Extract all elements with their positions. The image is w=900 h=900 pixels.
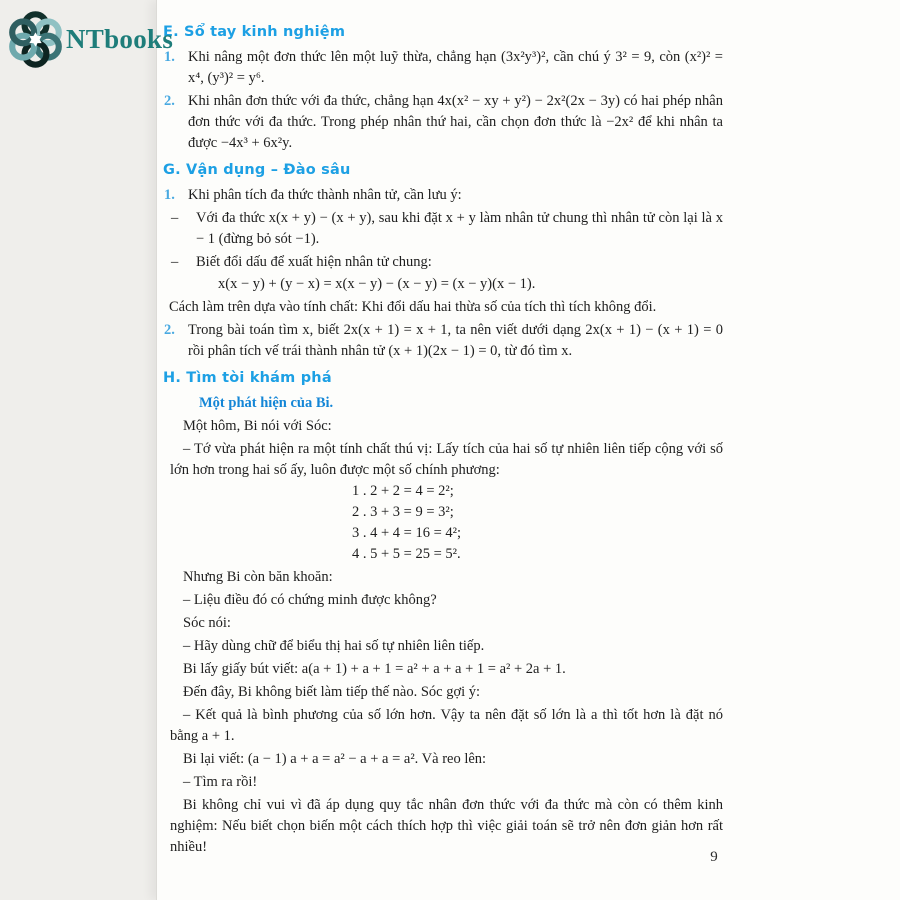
section-h-heading: H. Tìm tòi khám phá: [163, 370, 332, 386]
section-e-heading: E. Sổ tay kinh nghiệm: [163, 24, 346, 40]
paragraph: Sóc nói:: [183, 615, 231, 631]
list-item-text: Khi nâng một đơn thức lên một luỹ thừa, chẳng hạn (3x²y³)², cần chú ý 3² = 9, còn (x²)² = x⁴, (y³)² = y⁶.: [188, 49, 723, 86]
knot-flower-icon: [7, 11, 64, 68]
list-item: [163, 320, 723, 362]
dash-marker: –: [171, 254, 179, 270]
paragraph: – Tớ vừa phát hiện ra một tính chất thú vị: Lấy tích của hai số tự nhiên liên tiếp cộng với số lớn hơn trong hai số ấy, luôn được một số chính phương:: [170, 441, 723, 478]
equation-line: 4 . 5 + 5 = 25 = 5².: [352, 546, 461, 562]
paragraph: Bi lấy giấy bút viết: a(a + 1) + a + 1 = a² + a + a + 1 = a² + 2a + 1.: [183, 661, 566, 677]
note-paragraph: Cách làm trên dựa vào tính chất: Khi đổi dấu hai thừa số của tích thì tích không đổi.: [169, 299, 657, 315]
dash-bullet: [171, 252, 723, 273]
equation-line: 2 . 3 + 3 = 9 = 3²;: [352, 504, 454, 520]
dash-bullet-text: Biết đổi dấu để xuất hiện nhân tử chung:: [196, 254, 432, 270]
list-item: [163, 91, 723, 154]
list-number: 2.: [164, 322, 175, 338]
paragraph: – Tìm ra rồi!: [183, 774, 258, 790]
list-number: 1.: [164, 187, 175, 203]
paragraph: Bi lại viết: (a − 1) a + a = a² − a + a = a². Và reo lên:: [183, 751, 487, 767]
paragraph: Đến đây, Bi không biết làm tiếp thế nào. Sóc gợi ý:: [183, 684, 481, 700]
list-item-text: Khi phân tích đa thức thành nhân tử, cần lưu ý:: [188, 187, 462, 203]
dash-bullet-text: Với đa thức x(x + y) − (x + y), sau khi đặt x + y làm nhân tử chung thì nhân tử còn lại là x − 1 (đừng bỏ sót −1).: [196, 210, 723, 247]
brand-text: NTbooks: [66, 24, 174, 54]
list-item-text: Khi nhân đơn thức với đa thức, chẳng hạn 4x(x² − xy + y²) − 2x²(2x − 3y) có hai phép nhân đơn thức với đa thức. Trong phép nhân thứ hai, cần chọn đơn thức là −2x² để khi nhân ta được −4x³ + 6x²y.: [188, 93, 723, 151]
dash-bullet: [171, 208, 723, 250]
dash-marker: –: [171, 210, 179, 226]
page-content: [163, 22, 723, 858]
page-number: 9: [710, 849, 718, 865]
equation-line: 3 . 4 + 4 = 16 = 4²;: [352, 525, 462, 541]
paragraph: – Hãy dùng chữ để biểu thị hai số tự nhiên liên tiếp.: [183, 638, 485, 654]
ntbooks-watermark: [7, 11, 173, 68]
paragraph: Một hôm, Bi nói với Sóc:: [183, 418, 332, 434]
list-number: 1.: [164, 49, 175, 65]
list-number: 2.: [164, 93, 175, 109]
equation-line: 1 . 2 + 2 = 4 = 2²;: [352, 483, 454, 499]
paragraph: Nhưng Bi còn băn khoăn:: [183, 569, 333, 585]
paragraph: – Kết quả là bình phương của số lớn hơn. Vậy ta nên đặt số lớn là a thì tốt hơn là đặt nó bằng a + 1.: [170, 707, 723, 744]
equation-factoring: x(x − y) + (y − x) = x(x − y) − (x − y) = (x − y)(x − 1).: [218, 276, 536, 292]
list-item: [163, 185, 723, 295]
list-item: [163, 47, 723, 89]
paragraph: Bi không chỉ vui vì đã áp dụng quy tắc nhân đơn thức với đa thức mà còn có thêm kinh nghiệm: Nếu biết chọn biến một cách thích hợp thì việc giải toán sẽ trở nên đơn giản hơn rất nhiều!: [170, 797, 723, 855]
paragraph: – Liệu điều đó có chứng minh được không?: [183, 592, 437, 608]
section-g-heading: G. Vận dụng – Đào sâu: [163, 162, 351, 178]
list-item-text: Trong bài toán tìm x, biết 2x(x + 1) = x + 1, ta nên viết dưới dạng 2x(x + 1) − (x + 1) = 0 rồi phân tích vế trái thành nhân tử (x + 1)(2x − 1) = 0, từ đó tìm x.: [188, 322, 723, 359]
story-subheading: Một phát hiện của Bi.: [199, 395, 334, 411]
equation-examples: [352, 481, 723, 565]
